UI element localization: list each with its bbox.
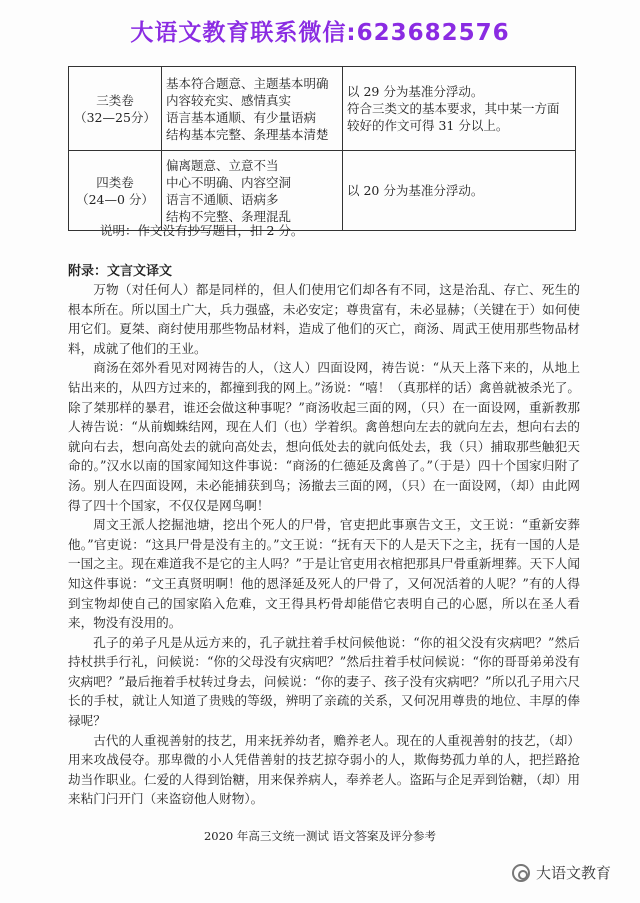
criteria-line: 偏离题意、立意不当 <box>166 157 279 173</box>
note-line: 以 20 分为基准分浮动。 <box>347 183 484 198</box>
criteria-line: 结构不完整、条理混乱 <box>166 208 292 224</box>
grade-label: 四类卷 <box>96 174 134 190</box>
watermark <box>512 862 611 883</box>
note-cell <box>343 67 576 151</box>
criteria-cell <box>162 67 343 151</box>
criteria-line: 语言不通顺、语病多 <box>166 191 279 207</box>
paragraph: 古代的人重视善射的技艺，用来抚养幼者，赡养老人。现在的人重视善射的技艺，（却）用来攻战侵夺。那卑微的小人凭借善射的技艺掠夺弱小的人，欺侮势孤力单的人，把拦路抢劫当作职业。仁爱的人得到饴糖，用来保养病人，奉养老人。盗跖与企足弄到饴糖，（却）用来粘门闩开门（来盗窃他人财物）。 <box>68 732 580 807</box>
watermark-label: 大语文教育 <box>536 864 612 882</box>
grade-cell <box>69 151 162 231</box>
page-footer: 2020 年高三文统一测试 语文答案及评分参考 <box>203 829 437 843</box>
note-cell <box>343 151 576 231</box>
appendix-heading: 附录：文言文译文 <box>68 264 173 279</box>
note-line: 以 29 分为基准分浮动。 <box>347 84 484 99</box>
contact-banner: 大语文教育联系微信:623682576 <box>130 20 510 46</box>
grade-range: （32—25分） <box>74 109 156 125</box>
wechat-icon <box>512 864 530 882</box>
note-line: 符合三类文的基本要求，其中某一方面较好的作文可得 31 分以上。 <box>347 101 560 133</box>
translation-body <box>68 280 580 809</box>
table-row <box>69 67 576 151</box>
table-footnote: 说明：作文没有抄写题目，扣 2 分。 <box>100 223 304 238</box>
criteria-line: 内容较充实、感情真实 <box>166 92 292 108</box>
paragraph: 周文王派人挖掘池塘，挖出个死人的尸骨，官吏把此事禀告文王，文王说：“重新安葬他。”官吏说：“这具尸骨是没有主的。”文王说：“抚有天下的人是天下之主，抚有一国的人是一国之主。现在难道我不是它的主人吗？”于是让官吏用衣棺把那具尸骨重新埋葬。天下人闻知这件事说：“文王真贤明啊！他的恩泽延及死人的尸骨了，又何况活着的人呢？”有的人得到宝物却使自己的国家陷入危难，文王得具朽骨却能借它表明自己的心愿，所以在圣人看来，物没有没用的。 <box>68 517 580 631</box>
paragraph: 商汤在郊外看见对网祷告的人，（这人）四面设网，祷告说：“从天上落下来的，从地上钻出来的，从四方过来的，都撞到我的网上。”汤说：“嘻！（真那样的话）禽兽就被杀光了。除了桀那样的暴君，谁还会做这种事呢？”商汤收起三面的网，（只）在一面设网，重新教那人祷告说：“从前蜘蛛结网，现在人们（也）学着织。禽兽想向左去的就向左去，想向右去的就向右去，想向高处去的就向高处去，想向低处去的就向低处去，我（只）捕取那些触犯天命的。”汉水以南的国家闻知这件事说：“商汤的仁德延及禽兽了。”（于是）四十个国家归附了汤。别人在四面设网，未必能捕获到鸟；汤撤去三面的网，（只）在一面设网，（却）由此网得了四十个国家，不仅仅是网鸟啊！ <box>68 360 580 513</box>
criteria-line: 语言基本通顺、有少量语病 <box>166 109 317 125</box>
paragraph: 万物（对任何人）都是同样的，但人们使用它们却各有不同，这是治乱、存亡、死生的根本所在。所以国土广大，兵力强盛，未必安定；尊贵富有，未必显赫；（关键在于）如何使用它们。夏桀、商纣使用那些物品材料，造成了他们的灭亡，商汤、周武王使用那些物品材料，成就了他们的王业。 <box>68 282 580 356</box>
grade-label: 三类卷 <box>96 92 134 108</box>
grade-range: （24—0 分） <box>76 191 154 207</box>
criteria-line: 基本符合题意、主题基本明确 <box>166 75 329 91</box>
table-row <box>69 151 576 231</box>
criteria-cell <box>162 151 343 231</box>
grade-cell <box>69 67 162 151</box>
paragraph: 孔子的弟子凡是从远方来的，孔子就拄着手杖问候他说：“你的祖父没有灾病吧？”然后持杖拱手行礼，问候说：“你的父母没有灾病吧？”然后拄着手杖问候说：“你的哥哥弟弟没有灾病吧？”最后拖着手杖转过身去，问候说：“你的妻子、孩子没有灾病吧？”所以孔子用六尺长的手杖，就让人知道了贵贱的等级，辨明了亲疏的关系，又何况用尊贵的地位、丰厚的俸禄呢？ <box>68 634 580 729</box>
criteria-line: 中心不明确、内容空洞 <box>166 174 292 190</box>
criteria-line: 结构基本完整、条理基本清楚 <box>166 126 329 142</box>
scoring-table <box>68 66 576 231</box>
